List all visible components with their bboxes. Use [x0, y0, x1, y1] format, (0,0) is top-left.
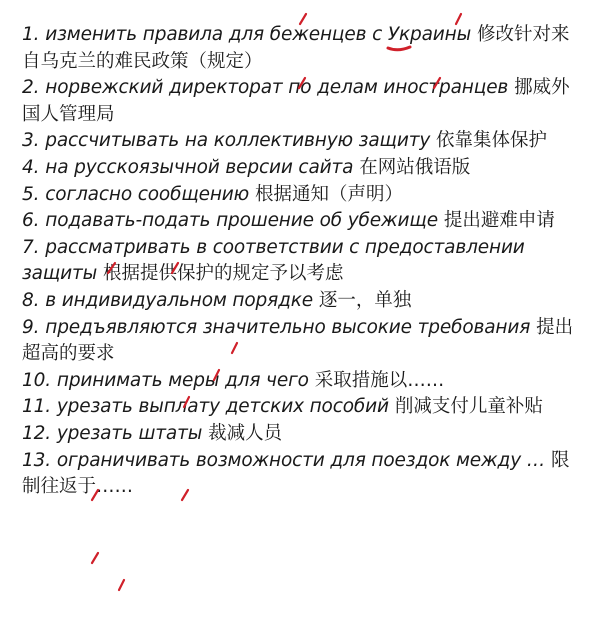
chinese-translation: 裁减人员: [208, 422, 283, 444]
russian-phrase-number: 6.: [22, 210, 40, 232]
russian-phrase-number: 8.: [22, 289, 40, 311]
list-item: [22, 22, 582, 75]
list-item: [22, 128, 582, 155]
russian-phrase: рассчитывать на коллективную защиту: [45, 130, 431, 152]
stress-mark: [119, 580, 124, 590]
chinese-translation: 在网站俄语版: [359, 156, 471, 178]
chinese-translation: 逐一，单独: [318, 289, 412, 311]
chinese-translation: 限制往返于……: [22, 449, 570, 498]
list-item: [22, 155, 582, 182]
russian-phrase-number: 9.: [22, 316, 40, 338]
russian-phrase-number: 7.: [22, 236, 40, 258]
list-item: [22, 75, 582, 128]
russian-phrase: в индивидуальном порядке: [45, 289, 313, 311]
vocabulary-list: [22, 22, 582, 501]
list-item: [22, 182, 582, 209]
russian-phrase: согласно сообщению: [45, 183, 250, 205]
russian-phrase-number: 12.: [22, 422, 51, 444]
chinese-translation: 根据提供保护的规定予以考虑: [103, 263, 344, 285]
russian-phrase: урезать штаты: [56, 422, 203, 444]
chinese-translation: 依靠集体保护: [436, 130, 548, 152]
russian-phrase-number: 2.: [22, 77, 40, 99]
russian-phrase: изменить правила для беженцев с Украины: [45, 24, 472, 45]
russian-phrase: ограничивать возможности для поездок между …: [56, 449, 546, 471]
russian-phrase-number: 13.: [22, 449, 51, 471]
list-item: [22, 235, 582, 288]
russian-phrase-number: 10.: [22, 369, 51, 391]
list-item: [22, 288, 582, 315]
list-item: [22, 208, 582, 235]
list-item: [22, 421, 582, 448]
russian-phrase-number: 11.: [22, 396, 51, 418]
chinese-translation: 削减支付儿童补贴: [394, 396, 543, 418]
list-item: [22, 315, 582, 368]
chinese-translation: 挪威外国人管理局: [22, 77, 570, 125]
russian-phrase: норвежский директорат по делам иностранцев: [45, 77, 509, 99]
russian-phrase: принимать меры для чего: [56, 369, 309, 391]
list-item: [22, 394, 582, 421]
stress-mark: [92, 553, 98, 563]
chinese-translation: 提出避难申请: [443, 210, 555, 232]
russian-phrase: урезать выплату детских пособий: [56, 396, 389, 418]
chinese-translation: 提出超高的要求: [22, 316, 574, 365]
russian-phrase-number: 5.: [22, 183, 40, 205]
list-item: [22, 448, 582, 501]
russian-phrase-number: 3.: [22, 130, 40, 152]
russian-phrase: подавать-подать прошение об убежище: [45, 210, 438, 232]
russian-phrase: на русскоязычной версии сайта: [45, 156, 354, 178]
list-item: [22, 368, 582, 395]
russian-phrase-number: 4.: [22, 156, 40, 178]
russian-phrase: рассматривать в соответствии с предоставлении защиты: [22, 236, 525, 285]
russian-phrase-number: 1.: [22, 24, 40, 45]
russian-phrase: предъявляются значительно высокие требования: [45, 316, 531, 338]
chinese-translation: 采取措施以……: [314, 369, 445, 391]
chinese-translation: 修改针对来自乌克兰的难民政策（规定）: [22, 24, 570, 72]
chinese-translation: 根据通知（声明）: [255, 183, 404, 205]
